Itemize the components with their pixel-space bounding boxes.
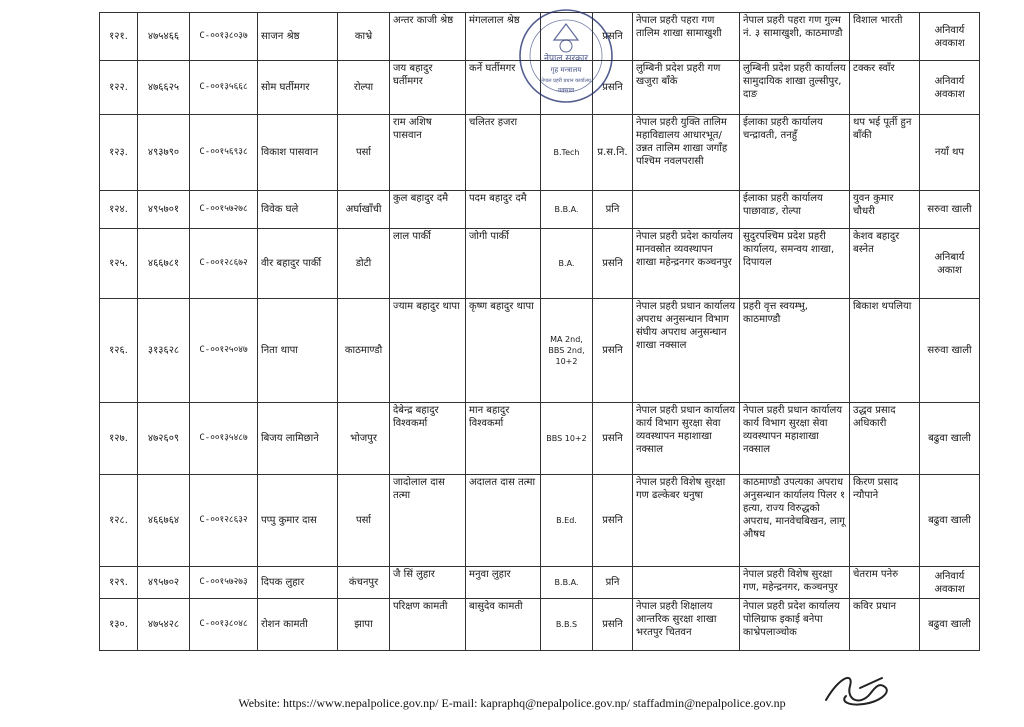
remark-cell: बढुवा खाली xyxy=(920,599,980,651)
name-cell: सोम घर्तीमगर xyxy=(258,61,338,115)
transfer-office-cell: नेपाल प्रहरी प्रदेश कार्यालय पोलिग्राफ इकाई बनेपा काभ्रेपलाञ्चोक xyxy=(740,599,850,651)
transfer-office-cell: ईलाका प्रहरी कार्यालय चन्द्रावती, तनहुँ xyxy=(740,115,850,191)
father-name-cell: जय बहादुर घर्तीमगर xyxy=(390,61,466,115)
svg-text:नेपाल सरकार: नेपाल सरकार xyxy=(543,54,589,64)
grandfather-name-cell: मान बहादुर विश्वकर्मा xyxy=(466,403,541,475)
education-cell: B.B.S xyxy=(541,599,593,651)
police-id-cell: ४९५७०१ xyxy=(138,191,190,229)
sanket-code-cell: C-००१५७२७८ xyxy=(190,191,258,229)
district-cell: भोजपुर xyxy=(338,403,390,475)
district-cell: काभ्रे xyxy=(338,13,390,61)
name-cell: रोशन कामती xyxy=(258,599,338,651)
grandfather-name-cell: मनुवा लुहार xyxy=(466,567,541,599)
father-name-cell: देबेन्द्र बहादुर विश्वकर्मा xyxy=(390,403,466,475)
transfer-office-cell: सुदुरपश्चिम प्रदेश प्रहरी कार्यालय, समन्वय शाखा, दिपायल xyxy=(740,229,850,299)
education-cell xyxy=(541,61,593,115)
name-cell: साजन श्रेष्ठ xyxy=(258,13,338,61)
serial-number-cell: १२९. xyxy=(100,567,138,599)
rank-cell: प्रनि xyxy=(593,191,633,229)
education-cell: B.Ed. xyxy=(541,475,593,567)
footer-contact: Website: https://www.nepalpolice.gov.np/ E-mail: kapraphq@nepalpolice.gov.np/ staffadmin@nepalpolice.gov.np xyxy=(238,696,786,710)
district-cell: डोटी xyxy=(338,229,390,299)
current-office-cell: नेपाल प्रहरी प्रधान कार्यालय अपराध अनुसन्धान विभाग संघीय अपराध अनुसन्धान शाखा नक्साल xyxy=(633,299,740,403)
sanket-code-cell: C-००१५७२७३ xyxy=(190,567,258,599)
rank-cell: प्रसनि xyxy=(593,599,633,651)
police-id-cell: ४७५४६६ xyxy=(138,13,190,61)
remark-cell: अनिबार्य अकाश xyxy=(920,229,980,299)
replacement-cell: केशव बहादुर बस्नेत xyxy=(850,229,920,299)
education-cell xyxy=(541,13,593,61)
district-cell: पर्सा xyxy=(338,115,390,191)
grandfather-name-cell: जोगी पार्की xyxy=(466,229,541,299)
district-cell: अर्घाखाँची xyxy=(338,191,390,229)
police-id-cell: ४९३७९० xyxy=(138,115,190,191)
current-office-cell: नेपाल प्रहरी विशेष सुरक्षा गण ढल्केबर धनुषा xyxy=(633,475,740,567)
district-cell: रोल्पा xyxy=(338,61,390,115)
father-name-cell: जै सिं लुहार xyxy=(390,567,466,599)
transfer-office-cell: प्रहरी वृत्त स्वयम्भु, काठमाण्डौ xyxy=(740,299,850,403)
education-cell: B.Tech xyxy=(541,115,593,191)
name-cell: पप्पु कुमार दास xyxy=(258,475,338,567)
education-cell: B.B.A. xyxy=(541,191,593,229)
serial-number-cell: १२३. xyxy=(100,115,138,191)
rank-cell: प्र.स.नि. xyxy=(593,115,633,191)
table-row xyxy=(100,299,980,403)
police-id-cell: ४६६७६४ xyxy=(138,475,190,567)
father-name-cell: कुल बहादुर दमै xyxy=(390,191,466,229)
current-office-cell: नेपाल प्रहरी पहरा गण तालिम शाखा सामाखुशी xyxy=(633,13,740,61)
serial-number-cell: १३०. xyxy=(100,599,138,651)
remark-cell: अनिवार्य अवकाश xyxy=(920,567,980,599)
father-name-cell: अन्तर काजी श्रेष्ठ xyxy=(390,13,466,61)
education-cell: MA 2nd, BBS 2nd, 10+2 xyxy=(541,299,593,403)
serial-number-cell: १२५. xyxy=(100,229,138,299)
table-row xyxy=(100,13,980,61)
sanket-code-cell: C-००१३८०३७ xyxy=(190,13,258,61)
father-name-cell: लाल पार्की xyxy=(390,229,466,299)
name-cell: बिजय लामिछाने xyxy=(258,403,338,475)
grandfather-name-cell: कृष्ण बहादुर थापा xyxy=(466,299,541,403)
education-cell: B.B.A. xyxy=(541,567,593,599)
rank-cell: प्रसनि xyxy=(593,475,633,567)
table-row xyxy=(100,115,980,191)
rank-cell: प्रसनि xyxy=(593,13,633,61)
table-row xyxy=(100,475,980,567)
sanket-code-cell: C-००१३५४८७ xyxy=(190,403,258,475)
sanket-code-cell: C-००१२८६३२ xyxy=(190,475,258,567)
transfer-list-table xyxy=(99,12,980,651)
serial-number-cell: १२४. xyxy=(100,191,138,229)
current-office-cell: लुम्बिनी प्रदेश प्रहरी गण खजुरा बाँके xyxy=(633,61,740,115)
name-cell: विकाश पासवान xyxy=(258,115,338,191)
current-office-cell xyxy=(633,191,740,229)
name-cell: दिपक लुहार xyxy=(258,567,338,599)
grandfather-name-cell: अदालत दास तत्मा xyxy=(466,475,541,567)
replacement-cell: टक्कर स्वाँर xyxy=(850,61,920,115)
remark-cell: बढुवा खाली xyxy=(920,403,980,475)
father-name-cell: ज्याम बहादुर थापा xyxy=(390,299,466,403)
table-row xyxy=(100,567,980,599)
name-cell: निता थापा xyxy=(258,299,338,403)
table-row xyxy=(100,61,980,115)
police-id-cell: ४७५४२८ xyxy=(138,599,190,651)
rank-cell: प्रनि xyxy=(593,567,633,599)
sanket-code-cell: C-००१२५०४७ xyxy=(190,299,258,403)
education-cell: BBS 10+2 xyxy=(541,403,593,475)
svg-text:गृह मन्त्रालय: गृह मन्त्रालय xyxy=(550,66,582,74)
serial-number-cell: १२२. xyxy=(100,61,138,115)
current-office-cell: नेपाल प्रहरी युक्ति तालिम महाविद्यालय आधारभूत/उन्नत तालिम शाखा जगाँह पश्चिम नवलपरासी xyxy=(633,115,740,191)
replacement-cell: बिकाश थपलिया xyxy=(850,299,920,403)
district-cell: पर्सा xyxy=(338,475,390,567)
police-id-cell: ४९५७०२ xyxy=(138,567,190,599)
father-name-cell: राम अशिष पासवान xyxy=(390,115,466,191)
table-row xyxy=(100,599,980,651)
grandfather-name-cell: चलितर हजरा xyxy=(466,115,541,191)
sanket-code-cell: C-००१५६९३८ xyxy=(190,115,258,191)
rank-cell: प्रसनि xyxy=(593,299,633,403)
grandfather-name-cell: मंगललाल श्रेष्ठ xyxy=(466,13,541,61)
sanket-code-cell: C-००१३८०४८ xyxy=(190,599,258,651)
svg-text:नक्साल: नक्साल xyxy=(557,87,575,94)
serial-number-cell: १२८. xyxy=(100,475,138,567)
police-id-cell: ४७६६२५ xyxy=(138,61,190,115)
replacement-cell: विशाल भारती xyxy=(850,13,920,61)
replacement-cell: युवन कुमार चौधरी xyxy=(850,191,920,229)
remark-cell: सरुवा खाली xyxy=(920,299,980,403)
transfer-office-cell: लुम्बिनी प्रदेश प्रहरी कार्यालय सामुदायिक शाखा तुल्सीपुर, दाङ xyxy=(740,61,850,115)
district-cell: झापा xyxy=(338,599,390,651)
current-office-cell: नेपाल प्रहरी प्रदेश कार्यालय मानवस्रोत व्यवस्थापन शाखा महेन्द्रनगर कञ्चनपुर xyxy=(633,229,740,299)
name-cell: वीर बहादुर पार्की xyxy=(258,229,338,299)
remark-cell: सरुवा खाली xyxy=(920,191,980,229)
table-row xyxy=(100,229,980,299)
current-office-cell: नेपाल प्रहरी प्रधान कार्यालय कार्य विभाग सुरक्षा सेवा व्यवस्थापन महाशाखा नक्साल xyxy=(633,403,740,475)
police-id-cell: ३१३६२८ xyxy=(138,299,190,403)
name-cell: विवेक घले xyxy=(258,191,338,229)
table-row xyxy=(100,191,980,229)
rank-cell: प्रसनि xyxy=(593,229,633,299)
remark-cell: अनिवार्य अवकाश xyxy=(920,13,980,61)
current-office-cell: नेपाल प्रहरी शिक्षालय आन्तरिक सुरक्षा शाखा भरतपुर चितवन xyxy=(633,599,740,651)
grandfather-name-cell: बासुदेव कामती xyxy=(466,599,541,651)
transfer-office-cell: नेपाल प्रहरी पहरा गण गुल्म नं. ३ सामाखुशी, काठमाण्डौ xyxy=(740,13,850,61)
grandfather-name-cell: कर्ने घर्तीमगर xyxy=(466,61,541,115)
police-id-cell: ४७२६०९ xyxy=(138,403,190,475)
current-office-cell xyxy=(633,567,740,599)
father-name-cell: जादोलाल दास तत्मा xyxy=(390,475,466,567)
svg-text:नेपाल प्रहरी प्रधान कार्यालय: नेपाल प्रहरी प्रधान कार्यालय xyxy=(541,78,591,84)
police-id-cell: ४६६७८१ xyxy=(138,229,190,299)
replacement-cell: किरण प्रसाद न्यौपाने xyxy=(850,475,920,567)
father-name-cell: परिक्षण कामती xyxy=(390,599,466,651)
sanket-code-cell: C-००१२८६७२ xyxy=(190,229,258,299)
transfer-office-cell: नेपाल प्रहरी प्रधान कार्यालय कार्य विभाग सुरक्षा सेवा व्यवस्थापन महाशाखा नक्साल xyxy=(740,403,850,475)
transfer-office-cell: नेपाल प्रहरी विशेष सुरक्षा गण, महेन्द्रनगर, कञ्चनपुर xyxy=(740,567,850,599)
replacement-cell: थप भई पूर्ती हुन बाँकी xyxy=(850,115,920,191)
serial-number-cell: १२१. xyxy=(100,13,138,61)
transfer-office-cell: काठमाण्डौ उपत्यका अपराध अनुसन्धान कार्यालय पिलर १ हत्या, राज्य विरुद्धको अपराध, मानवेचबिखन, लागू औषध xyxy=(740,475,850,567)
district-cell: कंचनपुर xyxy=(338,567,390,599)
transfer-office-cell: ईलाका प्रहरी कार्यालय पाछावाङ, रोल्पा xyxy=(740,191,850,229)
remark-cell: अनिवार्य अवकाश xyxy=(920,61,980,115)
replacement-cell: कविर प्रधान xyxy=(850,599,920,651)
rank-cell: प्रसनि xyxy=(593,61,633,115)
serial-number-cell: १२७. xyxy=(100,403,138,475)
remark-cell: बढुवा खाली xyxy=(920,475,980,567)
sanket-code-cell: C-००१३५६६८ xyxy=(190,61,258,115)
rank-cell: प्रसनि xyxy=(593,403,633,475)
education-cell: B.A. xyxy=(541,229,593,299)
district-cell: काठमाण्डौ xyxy=(338,299,390,403)
replacement-cell: उद्धव प्रसाद अधिकारी xyxy=(850,403,920,475)
grandfather-name-cell: पदम बहादुर दमै xyxy=(466,191,541,229)
remark-cell: नयाँ थप xyxy=(920,115,980,191)
table-row xyxy=(100,403,980,475)
replacement-cell: चेतराम पनेरु xyxy=(850,567,920,599)
serial-number-cell: १२६. xyxy=(100,299,138,403)
